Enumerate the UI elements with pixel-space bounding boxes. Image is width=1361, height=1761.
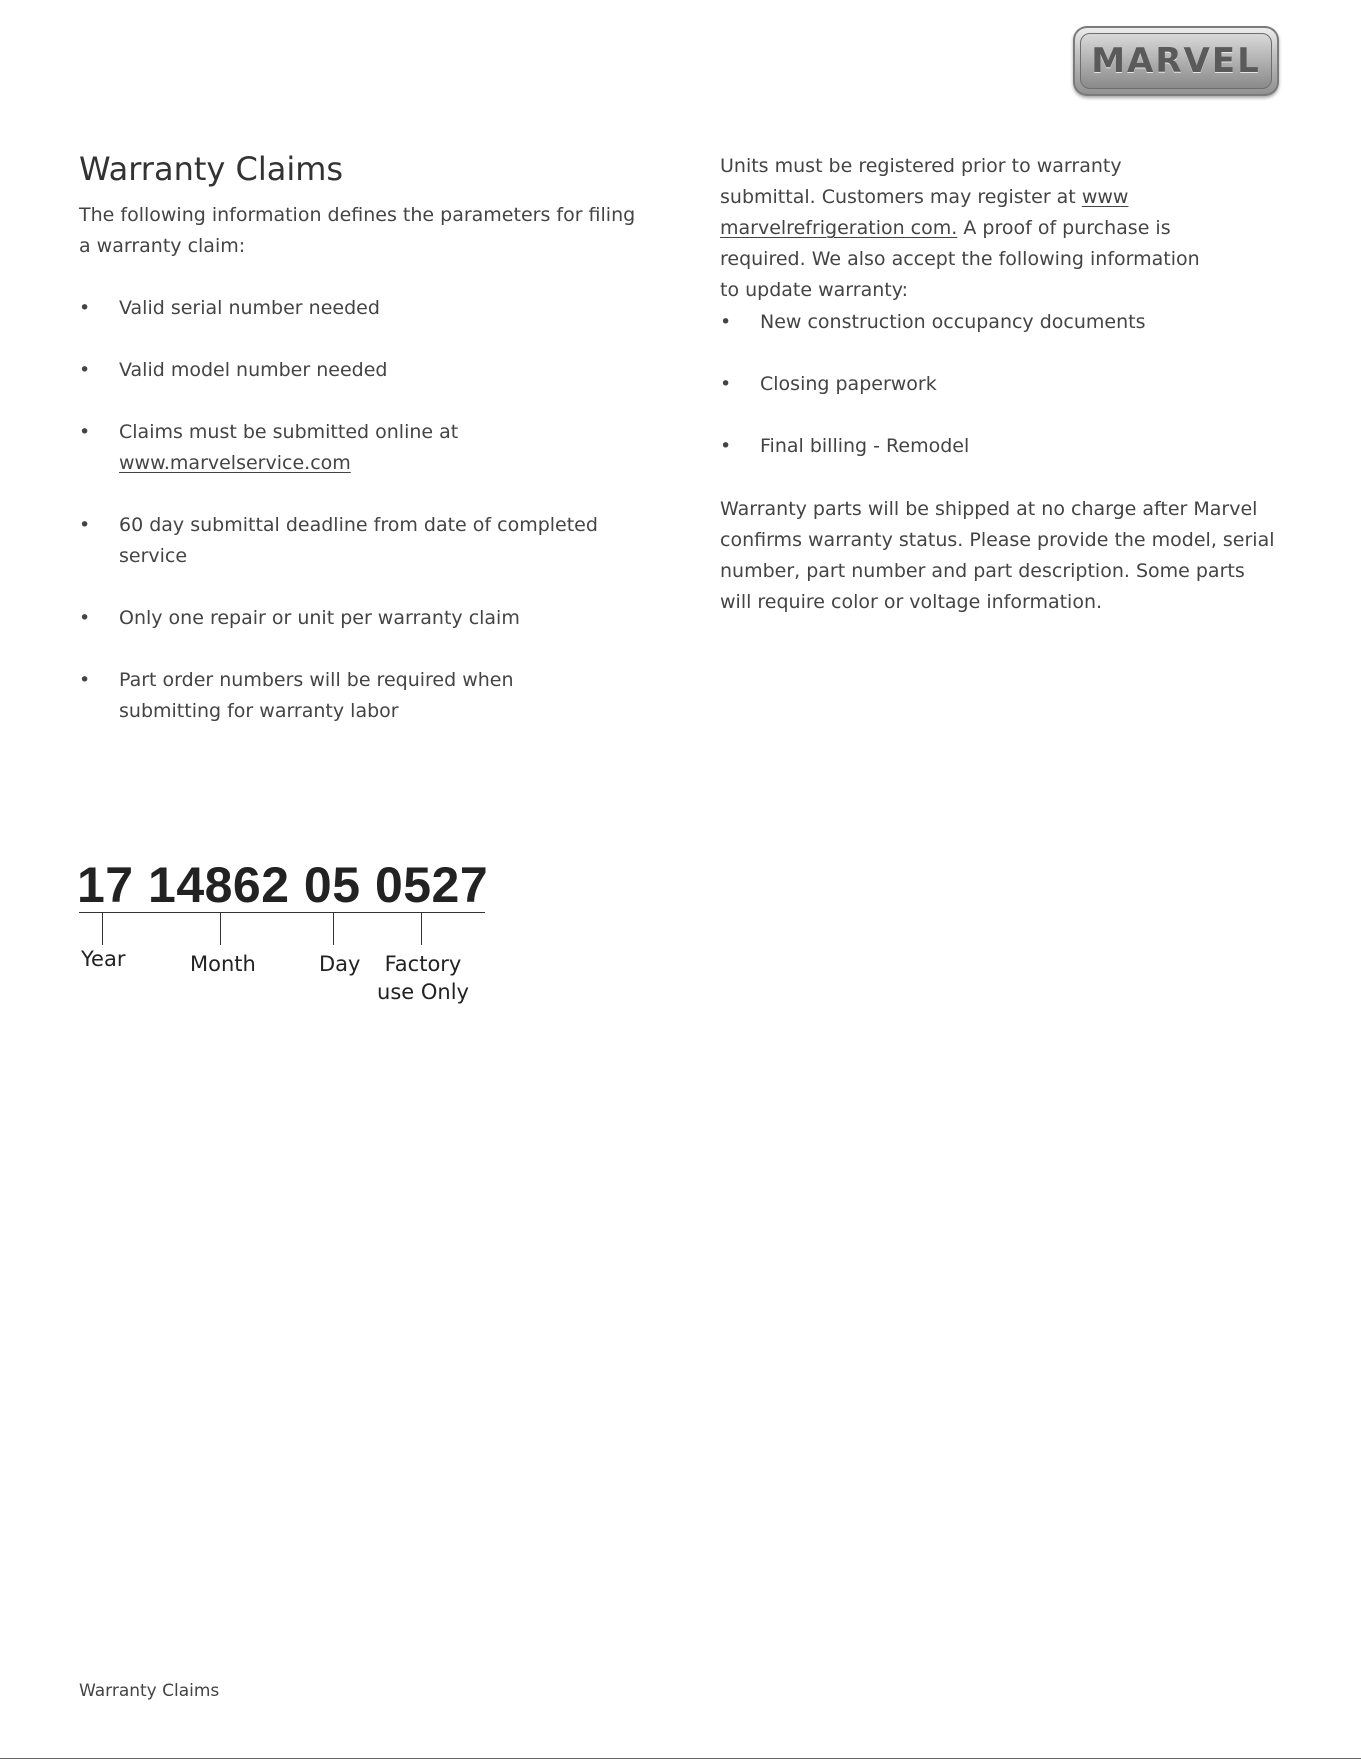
year-tick bbox=[102, 913, 103, 945]
month-label: Month bbox=[190, 952, 256, 976]
bullet-icon: • bbox=[720, 435, 732, 457]
bullet-icon: • bbox=[79, 669, 91, 691]
warranty-update-documents-list bbox=[720, 307, 1280, 462]
serial-underline bbox=[79, 912, 485, 913]
list-item-text: Final billing - Remodel bbox=[760, 435, 970, 457]
claim-requirements-list bbox=[79, 293, 649, 727]
year-label: Year bbox=[81, 947, 126, 971]
list-item bbox=[79, 510, 649, 572]
page-footer: Warranty Claims bbox=[79, 1681, 220, 1701]
list-item bbox=[79, 355, 649, 386]
factory-use-label: Factory use Only bbox=[377, 952, 469, 1004]
list-item-text: 60 day submittal deadline from date of completed service bbox=[119, 514, 598, 567]
bullet-icon: • bbox=[720, 373, 732, 395]
registration-text-end: A proof of purchase is required. We also accept the following information to update warranty: bbox=[720, 217, 1200, 301]
day-label: Day bbox=[319, 952, 361, 976]
list-item bbox=[720, 307, 1280, 338]
marvelrefrigeration-link[interactable]: www marvelrefrigeration com. bbox=[720, 186, 1129, 239]
marvel-logo-text: MARVEL bbox=[1091, 41, 1261, 81]
bullet-icon: • bbox=[79, 297, 91, 319]
bullet-icon: • bbox=[720, 311, 732, 333]
list-item bbox=[79, 417, 649, 479]
marvel-logo bbox=[1073, 26, 1279, 96]
list-item bbox=[79, 293, 649, 324]
registration-text-start: Units must be registered prior to warranty submittal. Customers may register at bbox=[720, 155, 1122, 208]
marvel-logo-plate bbox=[1080, 33, 1272, 89]
day-tick bbox=[333, 913, 334, 945]
marvelservice-link[interactable]: www.marvelservice.com bbox=[119, 452, 351, 474]
list-item-text: Valid serial number needed bbox=[119, 297, 380, 319]
factory-tick bbox=[421, 913, 422, 945]
list-item-text: Part order numbers will be required when submitting for warranty labor bbox=[119, 669, 514, 722]
warranty-parts-paragraph: Warranty parts will be shipped at no charge after Marvel confirms warranty status. Please provide the model, serial number, part number and part description. Some parts will require color or voltage information. bbox=[720, 498, 1275, 613]
list-item bbox=[79, 665, 649, 727]
list-item-text: Valid model number needed bbox=[119, 359, 388, 381]
bullet-icon: • bbox=[79, 514, 91, 536]
list-item-text: New construction occupancy documents bbox=[760, 311, 1146, 333]
bottom-divider bbox=[0, 1758, 1361, 1759]
bullet-icon: • bbox=[79, 359, 91, 381]
list-item bbox=[720, 369, 1280, 400]
page-title: Warranty Claims bbox=[79, 150, 344, 188]
month-tick bbox=[220, 913, 221, 945]
bullet-icon: • bbox=[79, 421, 91, 443]
list-item-text: Claims must be submitted online at bbox=[119, 421, 459, 443]
registration-paragraph bbox=[720, 151, 1220, 306]
bullet-icon: • bbox=[79, 607, 91, 629]
intro-paragraph: The following information defines the parameters for filing a warranty claim: bbox=[79, 204, 636, 257]
list-item bbox=[720, 431, 1280, 462]
serial-number-example: 17 14862 05 0527 bbox=[77, 857, 489, 913]
list-item-text: Closing paperwork bbox=[760, 373, 937, 395]
list-item-text: Only one repair or unit per warranty claim bbox=[119, 607, 520, 629]
list-item bbox=[79, 603, 649, 634]
